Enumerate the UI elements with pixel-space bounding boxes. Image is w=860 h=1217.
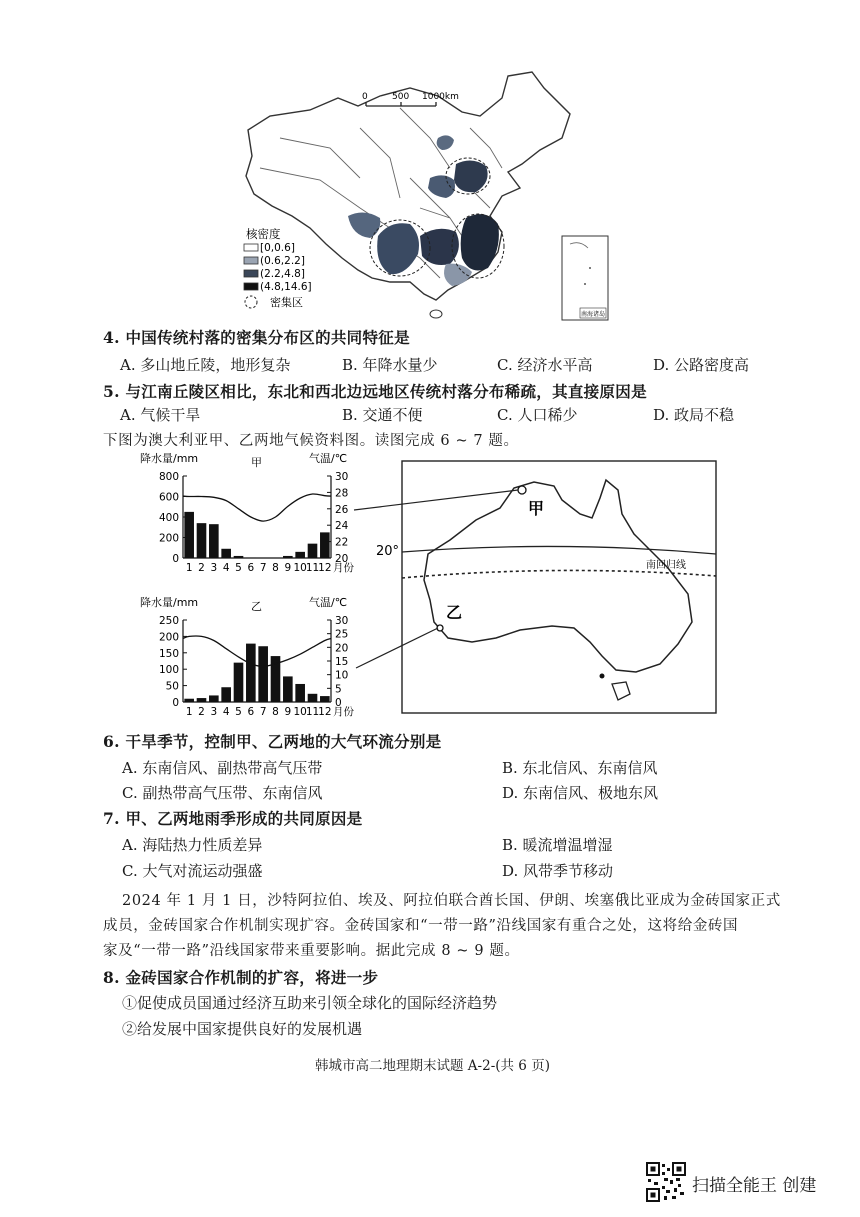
x-tick-label: 3 (210, 562, 218, 574)
x-tick-label: 12 (318, 706, 332, 718)
precip-bar (209, 695, 219, 702)
question-5-option-a[interactable]: A. 气候干旱 (120, 406, 201, 424)
question-6-option-c[interactable]: C. 副热带高气压带、东南信风 (122, 784, 323, 802)
x-tick-label: 7 (259, 706, 267, 718)
scanner-watermark: 扫描全能王 创建 (692, 1176, 817, 1196)
precip-bar (283, 556, 293, 558)
x-tick-label: 1 (185, 706, 193, 718)
x-axis-label: 月份 (333, 706, 354, 718)
y-axis-label: 降水量/mm (140, 596, 199, 609)
scale-label-500: 500 (392, 92, 410, 102)
x-tick-label: 11 (305, 562, 320, 574)
y2-tick-label: 25 (335, 628, 349, 641)
x-tick-label: 9 (284, 706, 292, 718)
y2-tick-label: 20 (335, 553, 349, 565)
density-blob-southeast (461, 214, 499, 270)
scale-label-0: 0 (362, 92, 368, 102)
chart-title: 乙 (251, 600, 262, 613)
qr-code-icon (646, 1162, 686, 1202)
y2-tick-label: 15 (335, 656, 349, 668)
y2-tick-label: 5 (335, 683, 342, 696)
x-tick-label: 10 (293, 706, 307, 718)
x-tick-label: 11 (305, 706, 320, 718)
x-tick-label: 7 (259, 562, 267, 574)
legend-label-4: (4.8,14.6] (260, 281, 312, 293)
y-tick-label: 50 (165, 680, 179, 693)
x-tick-label: 8 (272, 562, 279, 574)
y2-tick-label: 28 (335, 487, 349, 500)
lat-20-label: 20° (376, 544, 400, 559)
x-tick-label: 3 (210, 706, 218, 718)
precip-bar (197, 698, 207, 702)
location-yi-label: 乙 (446, 603, 463, 622)
question-5-option-d[interactable]: D. 政局不稳 (653, 406, 735, 424)
leader-line-yi (356, 628, 438, 668)
inset-label: 南海诸岛 (581, 311, 606, 318)
scale-label-1000: 1000km (422, 92, 459, 102)
question-4-option-a[interactable]: A. 多山地丘陵，地形复杂 (120, 356, 291, 374)
question-7-option-d[interactable]: D. 风带季节移动 (502, 862, 614, 880)
australia-map (300, 458, 720, 718)
legend-swatch-1 (244, 244, 258, 251)
tropic-label: 南回归线 (646, 560, 686, 571)
x-tick-label: 4 (222, 706, 230, 718)
y-tick-label: 400 (158, 512, 179, 524)
x-tick-label: 2 (198, 706, 205, 718)
y-tick-label: 200 (158, 631, 179, 644)
y-tick-label: 600 (158, 491, 179, 504)
legend-label-2: (0.6,2.2] (260, 255, 305, 267)
question-6-option-b[interactable]: B. 东北信风、东南信风 (502, 759, 658, 777)
question-8-statement-2: ②给发展中国家提供良好的发展机遇 (122, 1020, 363, 1038)
passage-8-9-line-2: 成员，金砖国家合作机制实现扩容。金砖国家和“一带一路”沿线国家有重合之处，这将给金砖国 (103, 918, 739, 934)
question-7-option-b[interactable]: B. 暖流增温增湿 (502, 836, 613, 854)
question-6-stem: 6. 干旱季节，控制甲、乙两地的大气环流分别是 (103, 732, 442, 751)
question-7-option-c[interactable]: C. 大气对流运动强盛 (122, 862, 263, 880)
y-tick-label: 0 (172, 553, 179, 565)
intro-6-7: 下图为澳大利亚甲、乙两地气候资料图。读图完成 6 ~ 7 题。 (103, 433, 519, 449)
passage-8-9-line-3: 家及“一带一路”沿线国家带来重要影响。据此完成 8 ~ 9 题。 (103, 943, 520, 959)
question-4-option-b[interactable]: B. 年降水量少 (342, 356, 438, 374)
precip-bar (234, 556, 244, 558)
precip-bar (234, 663, 244, 702)
question-7-option-a[interactable]: A. 海陆热力性质差异 (122, 836, 263, 854)
x-tick-label: 6 (247, 562, 255, 574)
x-tick-label: 6 (247, 706, 255, 718)
legend-swatch-3 (244, 270, 258, 277)
legend-swatch-2 (244, 257, 258, 264)
x-tick-label: 1 (185, 562, 193, 574)
location-jia-marker (518, 486, 526, 494)
x-tick-label: 8 (272, 706, 279, 718)
australia-outline (424, 480, 692, 672)
page-footer: 韩城市高二地理期末试题 A-2-(共 6 页) (315, 1058, 550, 1074)
question-5-option-c[interactable]: C. 人口稀少 (497, 406, 578, 424)
x-tick-label: 12 (318, 562, 332, 574)
y-tick-label: 150 (158, 647, 179, 660)
leader-line-jia (354, 490, 518, 510)
legend-label-1: [0,0.6] (260, 242, 295, 254)
y-tick-label: 800 (158, 471, 179, 483)
y2-tick-label: 22 (335, 536, 349, 549)
question-8-stem: 8. 金砖国家合作机制的扩容，将进一步 (103, 968, 379, 987)
y2-tick-label: 26 (335, 503, 349, 516)
y2-tick-label: 10 (335, 669, 349, 682)
precip-bar (221, 687, 231, 702)
question-5-stem: 5. 与江南丘陵区相比，东北和西北边远地区传统村落分布稀疏，其直接原因是 (103, 382, 647, 401)
y2-tick-label: 24 (335, 520, 349, 533)
x-tick-label: 5 (235, 706, 242, 718)
precip-bar (197, 523, 207, 558)
y2-axis-label: 气温/℃ (309, 596, 348, 609)
y-tick-label: 100 (158, 664, 179, 677)
y2-tick-label: 20 (335, 642, 349, 655)
x-tick-label: 9 (284, 562, 292, 574)
legend-label-3: (2.2,4.8] (260, 268, 305, 280)
x-tick-label: 10 (293, 562, 307, 574)
legend-swatch-4 (244, 283, 258, 290)
precip-bar (283, 676, 293, 702)
legend-dense-zone-symbol (245, 296, 257, 308)
y2-tick-label: 0 (335, 697, 342, 709)
legend-title: 核密度 (246, 227, 281, 241)
map-legend (244, 227, 312, 309)
location-jia-label: 甲 (528, 499, 545, 518)
tasmania (612, 682, 630, 700)
hainan-island (430, 310, 442, 318)
south-china-sea-inset (562, 236, 608, 320)
precip-bar (221, 549, 231, 558)
question-4-stem: 4. 中国传统村落的密集分布区的共同特征是 (103, 328, 410, 347)
question-4-option-c[interactable]: C. 经济水平高 (497, 356, 593, 374)
x-tick-label: 4 (222, 562, 230, 574)
x-tick-label: 5 (235, 562, 242, 574)
question-4-option-d[interactable]: D. 公路密度高 (653, 356, 750, 374)
precip-bar (246, 557, 256, 558)
question-6-option-d[interactable]: D. 东南信风、极地东风 (502, 784, 659, 802)
y2-tick-label: 30 (335, 471, 349, 483)
precip-bar (184, 699, 194, 702)
legend-label-5: 密集区 (270, 296, 303, 309)
y-tick-label: 250 (158, 615, 179, 627)
x-tick-label: 2 (198, 562, 205, 574)
precip-bar (184, 512, 194, 558)
question-8-statement-1: ①促使成员国通过经济互助来引领全球化的国际经济趋势 (122, 994, 498, 1012)
chart-title: 甲 (251, 456, 262, 469)
precip-bar (246, 644, 256, 702)
y2-tick-label: 30 (335, 615, 349, 627)
question-7-stem: 7. 甲、乙两地雨季形成的共同原因是 (103, 809, 363, 828)
question-6-option-a[interactable]: A. 东南信风、副热带高气压带 (122, 759, 323, 777)
china-village-density-map (240, 68, 610, 326)
x-axis-label: 月份 (333, 562, 354, 574)
y-tick-label: 0 (172, 697, 179, 709)
passage-8-9-line-1: 2024 年 1 月 1 日，沙特阿拉伯、埃及、阿拉伯联合酋长国、伊朗、埃塞俄比亚成为金砖国家正式 (122, 893, 781, 909)
precip-bar (209, 524, 219, 558)
precip-bar (258, 646, 268, 702)
y-axis-label: 降水量/mm (140, 452, 199, 465)
y-tick-label: 200 (158, 532, 179, 545)
question-5-option-b[interactable]: B. 交通不便 (342, 406, 423, 424)
island-dot (600, 674, 605, 679)
y2-axis-label: 气温/℃ (309, 452, 348, 465)
